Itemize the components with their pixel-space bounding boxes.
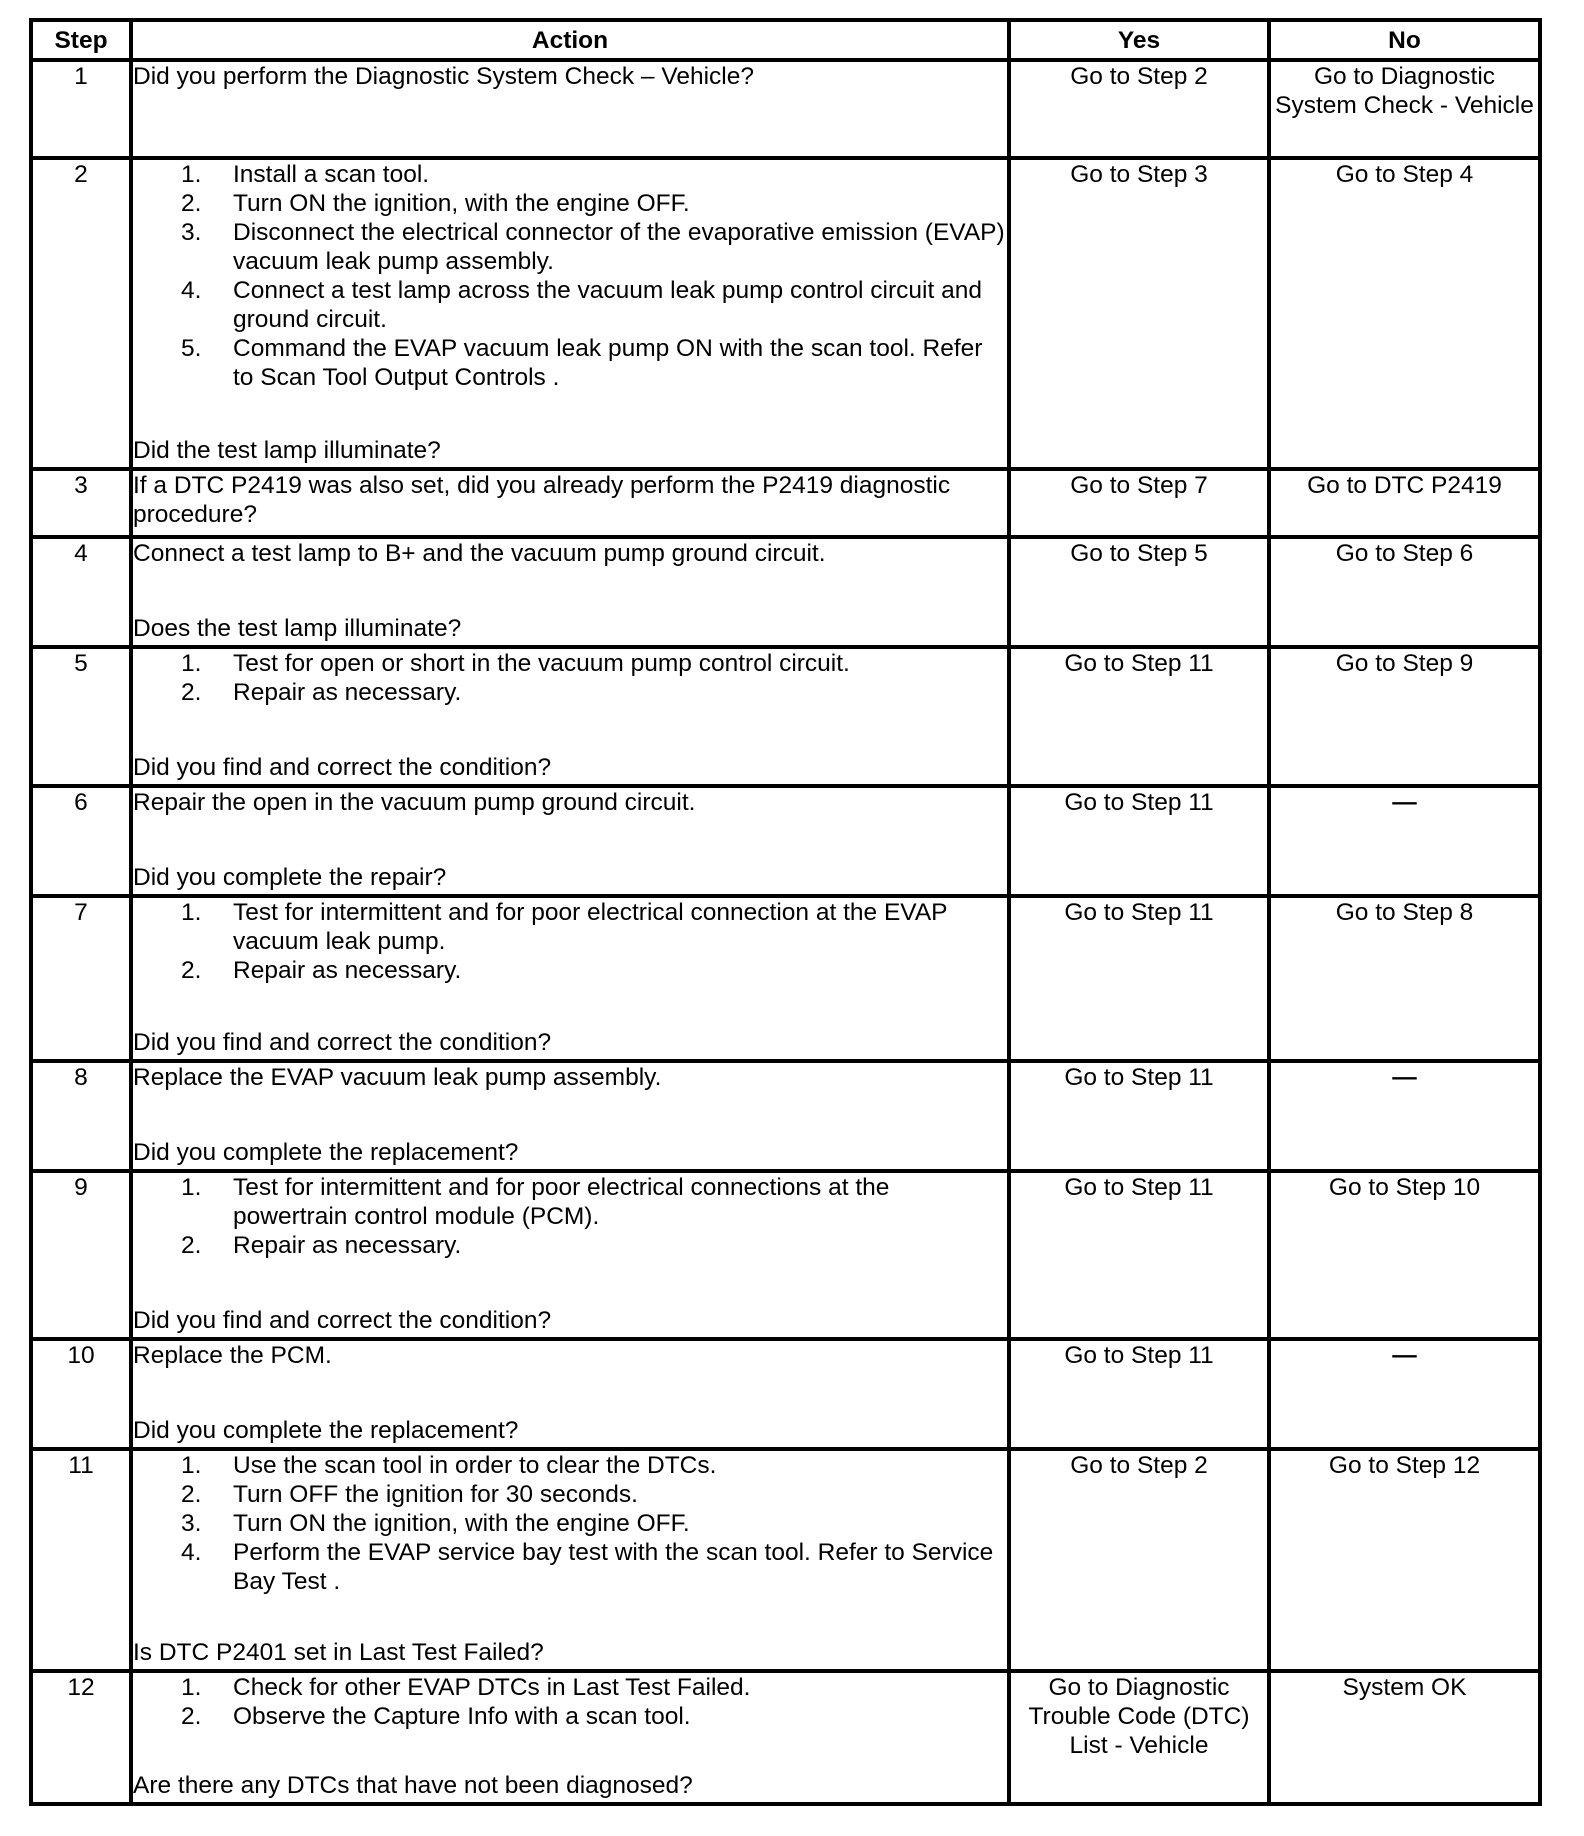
procedure-text: Repair as necessary.	[233, 679, 462, 706]
procedure-item	[133, 649, 1007, 678]
procedure-list	[133, 1451, 1007, 1596]
procedure-item	[133, 1702, 1007, 1731]
procedure-item	[133, 956, 1007, 985]
procedure-item	[133, 1509, 1007, 1538]
procedure-text: Repair as necessary.	[233, 957, 462, 984]
action-cell	[131, 1061, 1009, 1171]
procedure-number: 1.	[181, 161, 202, 188]
table-row	[31, 647, 1540, 786]
procedure-number: 4.	[181, 277, 202, 304]
action-cell	[131, 786, 1009, 896]
action-question: Did you complete the replacement?	[133, 1417, 519, 1444]
no-outcome: Go to Step 6	[1269, 537, 1540, 647]
table-row	[31, 158, 1540, 469]
action-question: Did you find and correct the condition?	[133, 754, 552, 781]
action-cell	[131, 647, 1009, 786]
procedure-text: Check for other EVAP DTCs in Last Test Failed.	[233, 1674, 751, 1701]
procedure-item	[133, 1538, 1007, 1596]
procedure-text: Use the scan tool in order to clear the DTCs.	[233, 1452, 717, 1479]
no-outcome: Go to DTC P2419	[1269, 469, 1540, 537]
procedure-text: Turn ON the ignition, with the engine OFF.	[233, 190, 690, 217]
yes-outcome: Go to Step 11	[1009, 647, 1269, 786]
action-question: Did you find and correct the condition?	[133, 1029, 552, 1056]
table-row	[31, 896, 1540, 1061]
no-outcome: Go to Step 12	[1269, 1449, 1540, 1671]
action-question: Did you complete the replacement?	[133, 1139, 519, 1166]
action-text: Repair the open in the vacuum pump ground circuit.	[133, 789, 696, 816]
header-row	[31, 20, 1540, 60]
table-row	[31, 60, 1540, 158]
procedure-text: Observe the Capture Info with a scan tool.	[233, 1703, 691, 1730]
action-cell	[131, 896, 1009, 1061]
step-number: 9	[31, 1171, 131, 1339]
step-number: 2	[31, 158, 131, 469]
procedure-text: Test for intermittent and for poor electrical connection at the EVAP vacuum leak pump.	[233, 899, 948, 955]
action-question: Did you complete the repair?	[133, 864, 447, 891]
procedure-list	[133, 1173, 1007, 1260]
procedure-number: 1.	[181, 650, 202, 677]
procedure-item	[133, 160, 1007, 189]
procedure-text: Test for intermittent and for poor electrical connections at the powertrain control module (PCM).	[233, 1174, 890, 1230]
procedure-item	[133, 1673, 1007, 1702]
no-outcome: Go to Step 9	[1269, 647, 1540, 786]
diagnostic-page	[29, 18, 1538, 1806]
table-row	[31, 537, 1540, 647]
procedure-text: Perform the EVAP service bay test with the scan tool. Refer to Service Bay Test .	[233, 1539, 994, 1595]
table-row	[31, 1171, 1540, 1339]
procedure-text: Turn ON the ignition, with the engine OFF.	[233, 1510, 690, 1537]
procedure-number: 3.	[181, 219, 202, 246]
procedure-text: Command the EVAP vacuum leak pump ON with the scan tool. Refer to Scan Tool Output Controls .	[233, 335, 983, 391]
yes-outcome: Go to Step 2	[1009, 60, 1269, 158]
procedure-item	[133, 1451, 1007, 1480]
yes-outcome: Go to Step 11	[1009, 786, 1269, 896]
action-question: Did the test lamp illuminate?	[133, 437, 441, 464]
step-number: 11	[31, 1449, 131, 1671]
header-no: No	[1269, 20, 1540, 60]
procedure-number: 2.	[181, 679, 202, 706]
no-outcome: Go to Diagnostic System Check - Vehicle	[1269, 60, 1540, 158]
header-yes: Yes	[1009, 20, 1269, 60]
action-text: Replace the EVAP vacuum leak pump assembly.	[133, 1064, 662, 1091]
no-outcome: Go to Step 8	[1269, 896, 1540, 1061]
procedure-number: 2.	[181, 1232, 202, 1259]
action-question: Are there any DTCs that have not been diagnosed?	[133, 1772, 693, 1799]
procedure-number: 2.	[181, 1481, 202, 1508]
action-cell	[131, 1671, 1009, 1804]
procedure-item	[133, 1173, 1007, 1231]
procedure-text: Repair as necessary.	[233, 1232, 462, 1259]
action-cell	[131, 1339, 1009, 1449]
procedure-item	[133, 276, 1007, 334]
action-text: Did you perform the Diagnostic System Check – Vehicle?	[133, 63, 754, 90]
step-number: 5	[31, 647, 131, 786]
procedure-number: 3.	[181, 1510, 202, 1537]
procedure-item	[133, 1231, 1007, 1260]
table-row	[31, 1339, 1540, 1449]
action-cell	[131, 469, 1009, 537]
action-text: If a DTC P2419 was also set, did you already perform the P2419 diagnostic procedure?	[133, 472, 951, 528]
procedure-text: Turn OFF the ignition for 30 seconds.	[233, 1481, 638, 1508]
procedure-item	[133, 189, 1007, 218]
action-question: Is DTC P2401 set in Last Test Failed?	[133, 1639, 544, 1666]
table-row	[31, 469, 1540, 537]
yes-outcome: Go to Diagnostic Trouble Code (DTC) List - Vehicle	[1009, 1671, 1269, 1804]
no-outcome: —	[1269, 1339, 1540, 1449]
procedure-item	[133, 898, 1007, 956]
procedure-item	[133, 334, 1007, 392]
table-body	[31, 60, 1540, 1804]
no-outcome: Go to Step 10	[1269, 1171, 1540, 1339]
procedure-list	[133, 649, 1007, 707]
yes-outcome: Go to Step 7	[1009, 469, 1269, 537]
procedure-text: Install a scan tool.	[233, 161, 430, 188]
no-outcome: System OK	[1269, 1671, 1540, 1804]
procedure-number: 1.	[181, 1674, 202, 1701]
procedure-number: 2.	[181, 1703, 202, 1730]
table-row	[31, 1671, 1540, 1804]
procedure-number: 4.	[181, 1539, 202, 1566]
table-row	[31, 786, 1540, 896]
no-outcome: —	[1269, 786, 1540, 896]
yes-outcome: Go to Step 5	[1009, 537, 1269, 647]
procedure-text: Disconnect the electrical connector of the evaporative emission (EVAP) vacuum leak pump assembly.	[233, 219, 1005, 275]
procedure-list	[133, 898, 1007, 985]
procedure-list	[133, 1673, 1007, 1731]
step-number: 3	[31, 469, 131, 537]
action-cell	[131, 537, 1009, 647]
procedure-number: 1.	[181, 1174, 202, 1201]
yes-outcome: Go to Step 11	[1009, 1171, 1269, 1339]
procedure-number: 1.	[181, 1452, 202, 1479]
step-number: 7	[31, 896, 131, 1061]
procedure-number: 2.	[181, 957, 202, 984]
procedure-number: 1.	[181, 899, 202, 926]
step-number: 10	[31, 1339, 131, 1449]
no-outcome: Go to Step 4	[1269, 158, 1540, 469]
action-cell	[131, 60, 1009, 158]
action-cell	[131, 1449, 1009, 1671]
procedure-number: 5.	[181, 335, 202, 362]
action-cell	[131, 1171, 1009, 1339]
action-question: Does the test lamp illuminate?	[133, 615, 462, 642]
step-number: 1	[31, 60, 131, 158]
procedure-number: 2.	[181, 190, 202, 217]
procedure-item	[133, 678, 1007, 707]
procedure-item	[133, 1480, 1007, 1509]
header-action: Action	[131, 20, 1009, 60]
yes-outcome: Go to Step 3	[1009, 158, 1269, 469]
header-step: Step	[31, 20, 131, 60]
procedure-list	[133, 160, 1007, 392]
procedure-item	[133, 218, 1007, 276]
action-question: Did you find and correct the condition?	[133, 1307, 552, 1334]
diagnostic-table	[29, 18, 1542, 1806]
action-text: Replace the PCM.	[133, 1342, 332, 1369]
yes-outcome: Go to Step 2	[1009, 1449, 1269, 1671]
step-number: 6	[31, 786, 131, 896]
table-row	[31, 1449, 1540, 1671]
procedure-text: Connect a test lamp across the vacuum leak pump control circuit and ground circuit.	[233, 277, 982, 333]
yes-outcome: Go to Step 11	[1009, 1061, 1269, 1171]
step-number: 8	[31, 1061, 131, 1171]
action-text: Connect a test lamp to B+ and the vacuum pump ground circuit.	[133, 540, 826, 567]
step-number: 4	[31, 537, 131, 647]
yes-outcome: Go to Step 11	[1009, 1339, 1269, 1449]
table-row	[31, 1061, 1540, 1171]
step-number: 12	[31, 1671, 131, 1804]
yes-outcome: Go to Step 11	[1009, 896, 1269, 1061]
procedure-text: Test for open or short in the vacuum pump control circuit.	[233, 650, 850, 677]
no-outcome: —	[1269, 1061, 1540, 1171]
action-cell	[131, 158, 1009, 469]
